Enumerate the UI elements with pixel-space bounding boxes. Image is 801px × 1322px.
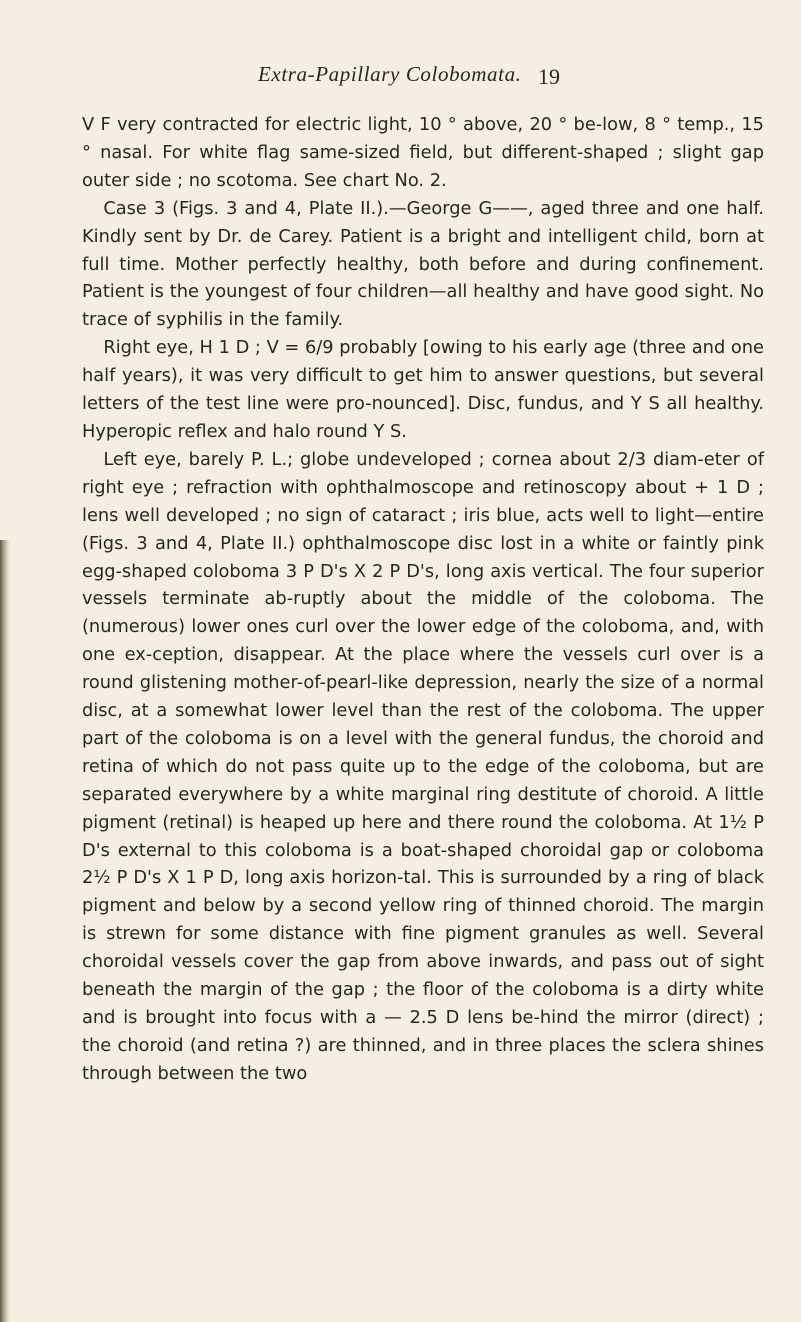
page-edge-shadow: [0, 540, 10, 1322]
running-title: Extra-Papillary Colobomata.: [258, 62, 522, 86]
paragraph-left-eye: Left eye, barely P. L.; globe undeveloped ; cornea about 2/3 diam-eter of right eye ; refraction with ophthalmoscope and retinoscopy about + 1 D ; lens well developed ; no sign of cataract ; iris blue, acts well to light—entire (Figs. 3 and 4, Plate II.) ophthalmoscope disc lost in a white or faintly pink egg-shaped coloboma 3 P D's X 2 P D's, long axis vertical. The four superior vessels terminate ab-ruptly about the middle of the coloboma. The (numerous) lower ones curl over the lower edge of the coloboma, and, with one ex-ception, disappear. At the place where the vessels curl over is a round glistening mother-of-pearl-like depression, nearly the size of a normal disc, at a somewhat lower level than the rest of the coloboma. The upper part of the coloboma is on a level with the general fundus, the choroid and retina of which do not pass quite up to the edge of the coloboma, but are separated everywhere by a white marginal ring destitute of choroid. A little pigment (retinal) is heaped up here and there round the coloboma. At 1½ P D's external to this coloboma is a boat-shaped choroidal gap or coloboma 2½ P D's X 1 P D, long axis horizon-tal. This is surrounded by a ring of black pigment and below by a second yellow ring of thinned choroid. The margin is strewn for some distance with fine pigment granules as well. Several choroidal vessels cover the gap from above inwards, and pass out of sight beneath the margin of the gap ; the floor of the coloboma is a dirty white and is brought into focus with a — 2.5 D lens be-hind the mirror (direct) ; the choroid (and retina ?) are thinned, and in three places the sclera shines through between the two: [82, 448, 764, 1084]
text-body: [82, 111, 764, 1088]
page-number: 19: [538, 64, 560, 89]
page-header: [258, 62, 758, 92]
paragraph-visual-field: V F very contracted for electric light, 10 ° above, 20 ° be-low, 8 ° temp., 15 ° nasal. For white flag same-sized field, but different-shaped ; slight gap outer side ; no scotoma. See chart No. 2.: [82, 114, 764, 191]
paragraph-right-eye: Right eye, H 1 D ; V = 6/9 probably [owing to his early age (three and one half years), it was very difficult to get him to answer questions, but several letters of the test line were pro-nounced]. Disc, fundus, and Y S all healthy. Hyperopic reflex and halo round Y S.: [82, 337, 764, 442]
paragraph-case-3: Case 3 (Figs. 3 and 4, Plate II.).—George G——, aged three and one half. Kindly sent by Dr. de Carey. Patient is a bright and intelligent child, born at full time. Mother perfectly healthy, both before and during confinement. Patient is the youngest of four children—all healthy and have good sight. No trace of syphilis in the family.: [82, 197, 764, 331]
